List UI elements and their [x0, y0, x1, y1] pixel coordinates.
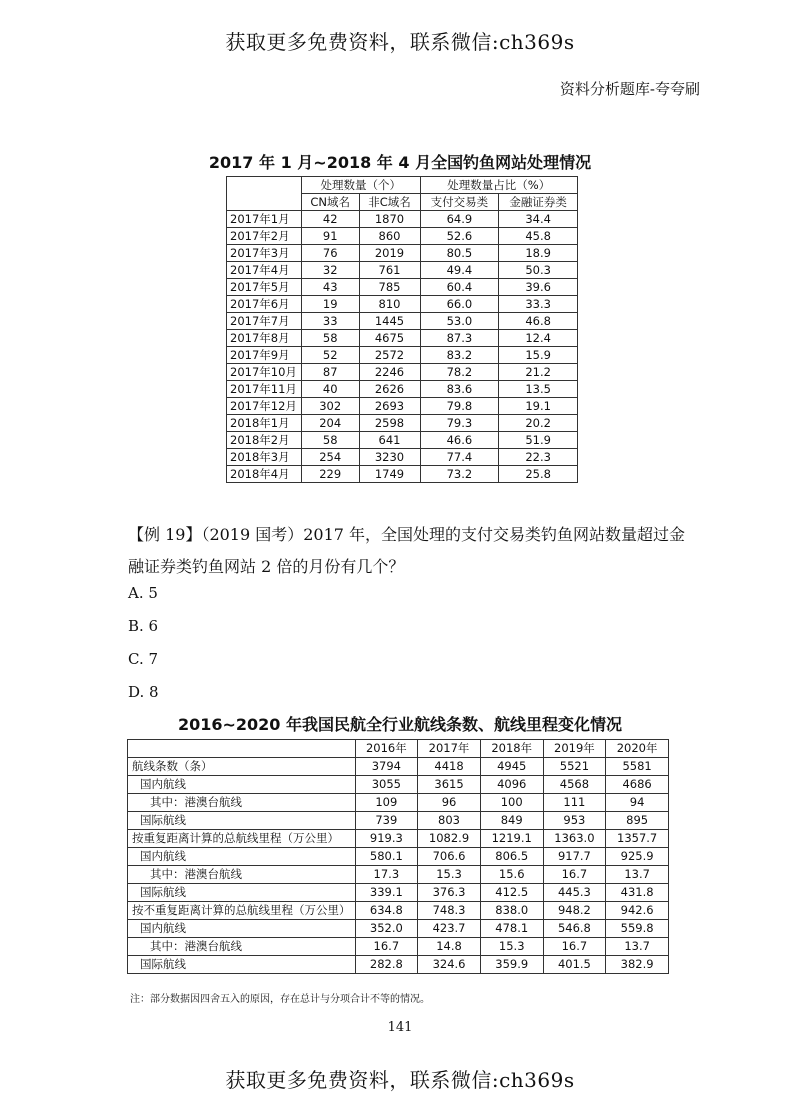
table-cell: 3615	[418, 776, 481, 794]
table-cell: 16.7	[543, 866, 606, 884]
row-label: 2017年9月	[227, 347, 302, 364]
table-cell: 412.5	[480, 884, 543, 902]
table-cell: 431.8	[606, 884, 669, 902]
row-label: 2017年12月	[227, 398, 302, 415]
table-cell: 50.3	[499, 262, 578, 279]
row-label: 国内航线	[128, 848, 356, 866]
table-cell: 445.3	[543, 884, 606, 902]
table-cell: 423.7	[418, 920, 481, 938]
column-header: 2019年	[543, 740, 606, 758]
column-header: 支付交易类	[420, 194, 499, 211]
table-cell: 49.4	[420, 262, 499, 279]
row-label: 2018年1月	[227, 415, 302, 432]
table-cell: 3055	[355, 776, 418, 794]
phishing-table	[226, 176, 578, 483]
row-label: 国内航线	[128, 776, 356, 794]
table-row	[128, 884, 669, 902]
table-cell: 1445	[359, 313, 420, 330]
table-row	[227, 347, 578, 364]
table1-title: 2017 年 1 月~2018 年 4 月全国钓鱼网站处理情况	[208, 153, 592, 172]
table-header-row	[128, 740, 669, 758]
table-row	[227, 296, 578, 313]
table-cell: 478.1	[480, 920, 543, 938]
table-cell: 94	[606, 794, 669, 812]
table-cell: 1870	[359, 211, 420, 228]
table-cell: 895	[606, 812, 669, 830]
table-cell: 96	[418, 794, 481, 812]
table-cell: 109	[355, 794, 418, 812]
table-row	[227, 330, 578, 347]
row-label: 2017年11月	[227, 381, 302, 398]
table-cell: 66.0	[420, 296, 499, 313]
table-cell: 15.9	[499, 347, 578, 364]
table-cell: 76	[301, 245, 359, 262]
table-cell: 401.5	[543, 956, 606, 974]
option-b: B. 6	[128, 617, 159, 635]
table-row	[227, 211, 578, 228]
table-cell: 77.4	[420, 449, 499, 466]
table-header-row	[227, 177, 578, 194]
table-cell: 761	[359, 262, 420, 279]
table-cell: 2693	[359, 398, 420, 415]
table-cell: 352.0	[355, 920, 418, 938]
table2-note: 注：部分数据因四舍五入的原因，存在总计与分项合计不等的情况。	[130, 994, 430, 1005]
table-cell: 80.5	[420, 245, 499, 262]
row-label: 2017年5月	[227, 279, 302, 296]
table-cell: 16.7	[543, 938, 606, 956]
table-cell: 324.6	[418, 956, 481, 974]
row-label: 2018年2月	[227, 432, 302, 449]
table-cell: 33	[301, 313, 359, 330]
table-cell: 580.1	[355, 848, 418, 866]
row-label: 其中：港澳台航线	[128, 794, 356, 812]
row-label: 2017年4月	[227, 262, 302, 279]
row-label: 2018年4月	[227, 466, 302, 483]
table-cell: 15.3	[480, 938, 543, 956]
table-cell: 51.9	[499, 432, 578, 449]
table-row	[128, 866, 669, 884]
table-cell: 1219.1	[480, 830, 543, 848]
row-label: 2017年7月	[227, 313, 302, 330]
row-label: 2017年1月	[227, 211, 302, 228]
table-cell: 46.6	[420, 432, 499, 449]
table-cell: 33.3	[499, 296, 578, 313]
table-row	[227, 398, 578, 415]
table-cell: 21.2	[499, 364, 578, 381]
table-cell: 60.4	[420, 279, 499, 296]
table-cell: 302	[301, 398, 359, 415]
group-header: 处理数量（个）	[301, 177, 420, 194]
table-cell: 19.1	[499, 398, 578, 415]
corner-cell	[227, 177, 302, 211]
table-cell: 16.7	[355, 938, 418, 956]
table-cell: 39.6	[499, 279, 578, 296]
table-cell: 2598	[359, 415, 420, 432]
table-cell: 838.0	[480, 902, 543, 920]
table-cell: 5581	[606, 758, 669, 776]
table-cell: 15.6	[480, 866, 543, 884]
table-cell: 849	[480, 812, 543, 830]
table-cell: 64.9	[420, 211, 499, 228]
row-label: 2017年6月	[227, 296, 302, 313]
table-cell: 91	[301, 228, 359, 245]
table-cell: 4568	[543, 776, 606, 794]
option-c: C. 7	[128, 650, 159, 668]
table-cell: 2572	[359, 347, 420, 364]
table-cell: 559.8	[606, 920, 669, 938]
table-cell: 204	[301, 415, 359, 432]
table-cell: 58	[301, 330, 359, 347]
table-cell: 20.2	[499, 415, 578, 432]
table-cell: 15.3	[418, 866, 481, 884]
table-row	[227, 381, 578, 398]
group-header: 处理数量占比（%）	[420, 177, 577, 194]
table-cell: 2626	[359, 381, 420, 398]
table-cell: 3230	[359, 449, 420, 466]
row-label: 按重复距离计算的总航线里程（万公里）	[128, 830, 356, 848]
row-label: 其中：港澳台航线	[128, 938, 356, 956]
table-cell: 4675	[359, 330, 420, 347]
table-cell: 78.2	[420, 364, 499, 381]
table-cell: 111	[543, 794, 606, 812]
table-row	[227, 262, 578, 279]
table-cell: 641	[359, 432, 420, 449]
table-row	[227, 228, 578, 245]
page-number: 141	[387, 1020, 413, 1035]
column-header: 2018年	[480, 740, 543, 758]
table-cell: 282.8	[355, 956, 418, 974]
row-label: 国际航线	[128, 884, 356, 902]
table-cell: 1357.7	[606, 830, 669, 848]
table-cell: 12.4	[499, 330, 578, 347]
table-cell: 1082.9	[418, 830, 481, 848]
table-cell: 806.5	[480, 848, 543, 866]
table-row	[128, 758, 669, 776]
table-cell: 17.3	[355, 866, 418, 884]
corner-cell	[128, 740, 356, 758]
page-subtitle: 资料分析题库-夸夸刷	[559, 80, 700, 98]
table-row	[128, 830, 669, 848]
row-label: 国际航线	[128, 812, 356, 830]
table-cell: 4418	[418, 758, 481, 776]
table-cell: 52	[301, 347, 359, 364]
table-cell: 40	[301, 381, 359, 398]
table-cell: 810	[359, 296, 420, 313]
table-row	[128, 776, 669, 794]
table-cell: 860	[359, 228, 420, 245]
table-cell: 43	[301, 279, 359, 296]
table2-title: 2016~2020 年我国民航全行业航线条数、航线里程变化情况	[177, 715, 623, 734]
table-cell: 46.8	[499, 313, 578, 330]
table-row	[227, 279, 578, 296]
table-cell: 73.2	[420, 466, 499, 483]
table-cell: 4096	[480, 776, 543, 794]
table-row	[128, 938, 669, 956]
table-cell: 3794	[355, 758, 418, 776]
table-cell: 42	[301, 211, 359, 228]
question-text: 【例 19】（2019 国考）2017 年，全国处理的支付交易类钓鱼网站数量超过金融证券类钓鱼网站 2 倍的月份有几个？	[128, 525, 686, 576]
table-row	[128, 956, 669, 974]
header-contact: 获取更多免费资料，联系微信:ch369s	[225, 30, 575, 54]
table-cell: 79.3	[420, 415, 499, 432]
table-cell: 1363.0	[543, 830, 606, 848]
option-a: A. 5	[128, 584, 158, 602]
table-cell: 14.8	[418, 938, 481, 956]
table-cell: 100	[480, 794, 543, 812]
table-cell: 953	[543, 812, 606, 830]
row-label: 2017年2月	[227, 228, 302, 245]
table-cell: 13.7	[606, 938, 669, 956]
table-cell: 87.3	[420, 330, 499, 347]
table-cell: 5521	[543, 758, 606, 776]
table-cell: 339.1	[355, 884, 418, 902]
table-cell: 13.7	[606, 866, 669, 884]
row-label: 按不重复距离计算的总航线里程（万公里）	[128, 902, 356, 920]
table-row	[128, 902, 669, 920]
table-cell: 739	[355, 812, 418, 830]
column-header: 2017年	[418, 740, 481, 758]
table-cell: 254	[301, 449, 359, 466]
table-cell: 13.5	[499, 381, 578, 398]
row-label: 国内航线	[128, 920, 356, 938]
table-cell: 376.3	[418, 884, 481, 902]
table-row	[227, 466, 578, 483]
table-row	[227, 415, 578, 432]
table-cell: 748.3	[418, 902, 481, 920]
option-d: D. 8	[128, 683, 159, 701]
row-label: 2017年10月	[227, 364, 302, 381]
table-cell: 79.8	[420, 398, 499, 415]
table-cell: 19	[301, 296, 359, 313]
table-cell: 34.4	[499, 211, 578, 228]
table-cell: 32	[301, 262, 359, 279]
table-row	[227, 364, 578, 381]
table-cell: 18.9	[499, 245, 578, 262]
table-row	[128, 848, 669, 866]
table-cell: 25.8	[499, 466, 578, 483]
row-label: 航线条数（条）	[128, 758, 356, 776]
table-cell: 4945	[480, 758, 543, 776]
table-cell: 917.7	[543, 848, 606, 866]
table-cell: 925.9	[606, 848, 669, 866]
table-cell: 359.9	[480, 956, 543, 974]
column-header: 金融证券类	[499, 194, 578, 211]
table-row	[128, 794, 669, 812]
row-label: 2018年3月	[227, 449, 302, 466]
table-cell: 1749	[359, 466, 420, 483]
table-cell: 83.6	[420, 381, 499, 398]
table-cell: 229	[301, 466, 359, 483]
table-cell: 948.2	[543, 902, 606, 920]
row-label: 其中：港澳台航线	[128, 866, 356, 884]
table-cell: 53.0	[420, 313, 499, 330]
table-row	[227, 245, 578, 262]
table-cell: 4686	[606, 776, 669, 794]
table-row	[128, 920, 669, 938]
table-cell: 83.2	[420, 347, 499, 364]
table-cell: 22.3	[499, 449, 578, 466]
footer-contact: 获取更多免费资料，联系微信:ch369s	[225, 1068, 575, 1092]
row-label: 2017年8月	[227, 330, 302, 347]
table-cell: 52.6	[420, 228, 499, 245]
table-cell: 942.6	[606, 902, 669, 920]
table-cell: 803	[418, 812, 481, 830]
table-cell: 634.8	[355, 902, 418, 920]
table-cell: 2246	[359, 364, 420, 381]
aviation-table	[127, 739, 669, 974]
table-cell: 919.3	[355, 830, 418, 848]
table-cell: 785	[359, 279, 420, 296]
column-header: 2020年	[606, 740, 669, 758]
table-row	[227, 449, 578, 466]
table-cell: 546.8	[543, 920, 606, 938]
column-header: CN域名	[301, 194, 359, 211]
column-header: 2016年	[355, 740, 418, 758]
table-row	[128, 812, 669, 830]
table-cell: 382.9	[606, 956, 669, 974]
table-cell: 2019	[359, 245, 420, 262]
table-cell: 87	[301, 364, 359, 381]
table-row	[227, 313, 578, 330]
row-label: 国际航线	[128, 956, 356, 974]
row-label: 2017年3月	[227, 245, 302, 262]
column-header: 非C域名	[359, 194, 420, 211]
table-row	[227, 432, 578, 449]
table-cell: 58	[301, 432, 359, 449]
table-cell: 45.8	[499, 228, 578, 245]
table-cell: 706.6	[418, 848, 481, 866]
